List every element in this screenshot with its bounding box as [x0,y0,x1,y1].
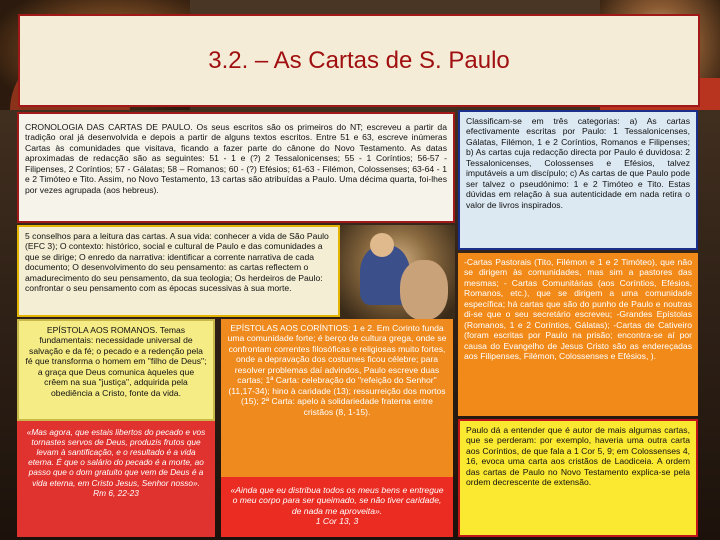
corinthians-text: EPÍSTOLAS AOS CORÍNTIOS: 1 e 2. Em Corinto funda uma comunidade forte; é berço de cultura grega, onde se confrontam correntes filosóficas e religiosas muito fortes, onde a depravação dos costumes ficou célebre; para resolver problemas daí advindos, Paulo escreve duas cartas; 1ª Carta: celebração do "refeição do Senhor" (11,17-34); hino à caridade (13); ressurreição dos mortos (15); 2ª Carta: apelo à solidariedade fraterna entre cristãos (8, 1-15). [227,323,447,417]
painting-figure [400,260,448,319]
romans-panel [17,319,215,421]
title-box [18,14,700,107]
slide-title: 3.2. – As Cartas de S. Paulo [208,46,510,74]
letter-types-panel [458,253,698,416]
painting-center [340,225,455,319]
reading-advice-panel [17,225,340,317]
chronology-panel [17,112,455,223]
lost-letters-text: Paulo dá a entender que é autor de mais algumas cartas, que se perderam: por exemplo, haveria uma outra carta aos Coríntios, de que fala a 1 Cor 5, 9; em Colossenses 4, 16, evoca uma carta aos cristãos de Laodiceia. A ordem das cartas de Paulo no Novo Testamento explica-se pela ordem decrescente de extensão. [466,425,690,488]
corinthians-quote-text: «Ainda que eu distribua todos os meus bens e entregue o meu corpo para ser queimado, se não tiver caridade, de nada me aproveita». [230,485,444,516]
painting-figure-head [370,233,394,257]
corinthians-panel [221,319,453,477]
corinthians-quote-ref: 1 Cor 13, 3 [315,516,359,527]
romans-quote-text: «Mas agora, que estais libertos do pecado e vos tornastes servos de Deus, produzis frutos que levam à santificação, e o resultado é a vida eterna. É que o salário do pecado é a morte, ao passo que o dom gratuito que vem de Deus é a vida eterna, em Cristo Jesus, Senhor nosso». [26,427,206,488]
romans-quote-panel [17,421,215,537]
lost-letters-panel [458,419,698,537]
classification-panel [458,110,698,250]
classification-text: Classificam-se em três categorias: a) As cartas efectivamente escritas por Paulo: 1 Tessalonicenses, Gálatas, Filémon, 1 e 2 Coríntios, Romanos e Filipenses; b) As cartas cuja redacção directa por Paulo é duvidosa: 2 Tessalonicenses, Colossenses e Efésios, talvez imputáveis a um discípulo; c) As cartas de que Paulo pode ser talvez o pseudónimo: 1 e 2 Timóteo e Tito. Estas dúvidas em relação à sua autenticidade em nada retira o valor de livros inspirados. [466,116,690,210]
romans-quote-ref: Rm 6, 22-23 [93,487,139,498]
reading-advice-text: 5 conselhos para a leitura das cartas. A sua vida: conhecer a vida de São Paulo (EFC 3); O contexto: histórico, social e cultural de Paulo e das comunidades a que se dirige; O enredo da narrativa: identificar a corrente narrativa de cada documento; O desenvolvimento do seu pensamento: as cartas reflectem o amadurecimento do seu pensamento, da sua teologia; Os herdeiros de Paulo: confrontar o seu pensamento com as épocas sucessivas à sua morte. [25,231,329,294]
chronology-text: CRONOLOGIA DAS CARTAS DE PAULO. Os seus escritos são os primeiros do NT; escreveu a partir da tradição oral já desenvolvida e depois a partir de alguns textos escritos. Entre 51 e 63, escreve inúmeras Cartas às comunidades que visitava, ficando a fazer parte do cânone do Novo Testamento. As datas aproximadas de redacção são as seguintes: 51 - 1 e (?) 2 Tessalonicenses; 55 - 1 Coríntios; 56-57 - Filipenses, 2 Coríntios; 57 - Gálatas; 58 – Romanos; 60 - (?) Efésios; 61-63 - Filémon, Colossenses; 63-64 - 1 e 2 Timóteo e Tito. Assim, no Novo Testamento, 13 cartas são atribuídas a Paulo. Uma décima quarta, foi-lhes por vezes agrupada (aos hebreus). [25,122,447,195]
romans-text: EPÍSTOLA AOS ROMANOS. Temas fundamentais: necessidade universal de salvação e da fé; o pecado e a redenção pela fé que transforma o homem em "filho de Deus"; a graça que Deus comunica àqueles que crêem na sua "justiça", adquirida pela obediência a Cristo, fonte da vida. [25,325,207,398]
corinthians-quote-panel [221,477,453,537]
letter-types-text: -Cartas Pastorais (Tito, Filémon e 1 e 2 Timóteo), que não se dirigem às comunidades, mas sim a pastores das mesmas; - Cartas Comunitárias (aos Coríntios, Efésios, Romanos, etc.), que se dirigem a uma comunidade específica; há cartas que são do punho de Paulo e noutras di-se que o seu secretário escreveu; -Grandes Epístolas (Romanos, 1 e 2 Coríntios, Gálatas); -Cartas de Cativeiro (foram escritas por Paulo na prisão; encontra-se aí por causa do Evangelho de Jesus Cristo são as endereçadas aos Filipenses, Filémon, Colossenses e Efésios, ). [464,257,692,362]
